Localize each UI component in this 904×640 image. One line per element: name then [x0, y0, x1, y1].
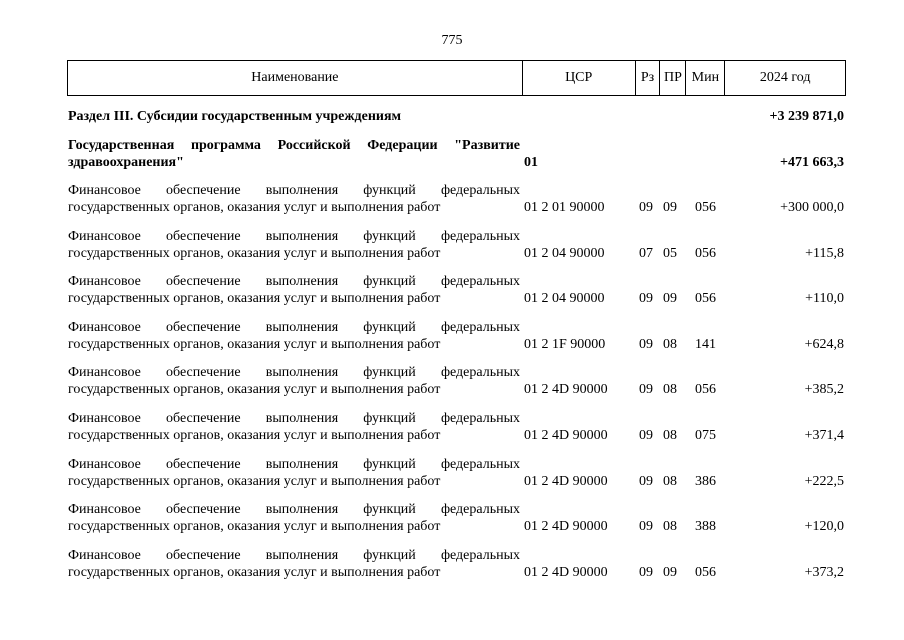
row-rz: 09	[639, 565, 653, 580]
row-name-line2: государственных органов, оказания услуг и выполнения работ	[68, 200, 441, 215]
row-rz: 09	[639, 428, 653, 443]
row-amount: +300 000,0	[780, 200, 844, 215]
row-min: 386	[695, 474, 716, 489]
header-pr: ПР	[660, 61, 686, 95]
row-pr: 05	[663, 246, 677, 261]
program-name-line2: здравоохранения"	[68, 155, 184, 170]
row-csr: 01 2 1F 90000	[524, 337, 606, 352]
header-year: 2024 год	[759, 70, 811, 85]
row-pr: 09	[663, 200, 677, 215]
row-rz: 07	[639, 246, 653, 261]
row-name	[68, 273, 520, 307]
row-rz: 09	[639, 382, 653, 397]
row-pr: 08	[663, 428, 677, 443]
row-name-line1: Финансовое обеспечение выполнения функций федеральных	[68, 320, 520, 335]
row-csr: 01 2 4D 90000	[524, 519, 608, 534]
row-amount: +110,0	[805, 291, 844, 306]
row-csr: 01 2 01 90000	[524, 200, 605, 215]
row-name-line2: государственных органов, оказания услуг и выполнения работ	[68, 382, 441, 397]
row-pr: 08	[663, 474, 677, 489]
page-number: 775	[441, 33, 463, 48]
row-min: 056	[695, 565, 716, 580]
row-rz: 09	[639, 474, 653, 489]
row-name	[68, 182, 520, 216]
row-name-line1: Финансовое обеспечение выполнения функций федеральных	[68, 502, 520, 517]
table-header	[67, 60, 846, 96]
row-amount: +120,0	[804, 519, 844, 534]
row-min: 056	[695, 246, 716, 261]
row-name-line1: Финансовое обеспечение выполнения функций федеральных	[68, 274, 520, 289]
section-amount: +3 239 871,0	[769, 109, 844, 124]
section-title: Раздел III. Субсидии государственным учреждениям	[68, 109, 402, 124]
row-csr: 01 2 04 90000	[524, 246, 605, 261]
row-pr: 09	[663, 565, 677, 580]
row-name-line2: государственных органов, оказания услуг и выполнения работ	[68, 337, 441, 352]
row-name	[68, 364, 520, 398]
row-rz: 09	[639, 519, 653, 534]
row-csr: 01 2 04 90000	[524, 291, 605, 306]
row-name-line1: Финансовое обеспечение выполнения функций федеральных	[68, 365, 520, 380]
row-name	[68, 410, 520, 444]
row-rz: 09	[639, 291, 653, 306]
row-csr: 01 2 4D 90000	[524, 565, 608, 580]
row-amount: +222,5	[804, 474, 844, 489]
row-name	[68, 319, 520, 353]
row-rz: 09	[639, 200, 653, 215]
row-name-line2: государственных органов, оказания услуг и выполнения работ	[68, 565, 441, 580]
row-amount: +385,2	[804, 382, 844, 397]
header-csr: ЦСР	[523, 61, 636, 95]
header-name: Наименование	[68, 61, 523, 95]
header-min: Мин	[686, 61, 725, 95]
row-name-line1: Финансовое обеспечение выполнения функций федеральных	[68, 548, 520, 563]
row-name	[68, 501, 520, 535]
row-name	[68, 547, 520, 581]
row-min: 075	[695, 428, 716, 443]
row-min: 056	[695, 200, 716, 215]
row-min: 056	[695, 382, 716, 397]
row-name-line2: государственных органов, оказания услуг и выполнения работ	[68, 246, 441, 261]
header-rz: Рз	[636, 61, 661, 95]
row-amount: +373,2	[804, 565, 844, 580]
row-csr: 01 2 4D 90000	[524, 382, 608, 397]
row-name-line2: государственных органов, оказания услуг и выполнения работ	[68, 519, 441, 534]
row-csr: 01 2 4D 90000	[524, 428, 608, 443]
row-name-line1: Финансовое обеспечение выполнения функций федеральных	[68, 183, 520, 198]
row-min: 056	[695, 291, 716, 306]
row-amount: +371,4	[804, 428, 844, 443]
program-name	[68, 137, 520, 171]
row-name-line2: государственных органов, оказания услуг и выполнения работ	[68, 474, 441, 489]
row-name	[68, 228, 520, 262]
row-name-line1: Финансовое обеспечение выполнения функций федеральных	[68, 229, 520, 244]
row-rz: 09	[639, 337, 653, 352]
program-amount: +471 663,3	[780, 155, 844, 170]
row-amount: +624,8	[804, 337, 844, 352]
row-name-line1: Финансовое обеспечение выполнения функций федеральных	[68, 411, 520, 426]
row-min: 141	[695, 337, 716, 352]
row-name-line1: Финансовое обеспечение выполнения функций федеральных	[68, 457, 520, 472]
row-min: 388	[695, 519, 716, 534]
row-name-line2: государственных органов, оказания услуг и выполнения работ	[68, 291, 441, 306]
program-csr: 01	[524, 155, 538, 170]
row-csr: 01 2 4D 90000	[524, 474, 608, 489]
row-name	[68, 456, 520, 490]
row-pr: 09	[663, 291, 677, 306]
row-pr: 08	[663, 382, 677, 397]
row-pr: 08	[663, 337, 677, 352]
row-name-line2: государственных органов, оказания услуг и выполнения работ	[68, 428, 441, 443]
row-pr: 08	[663, 519, 677, 534]
program-name-line1: Государственная программа Российской Федерации "Развитие	[68, 138, 520, 153]
row-amount: +115,8	[805, 246, 844, 261]
